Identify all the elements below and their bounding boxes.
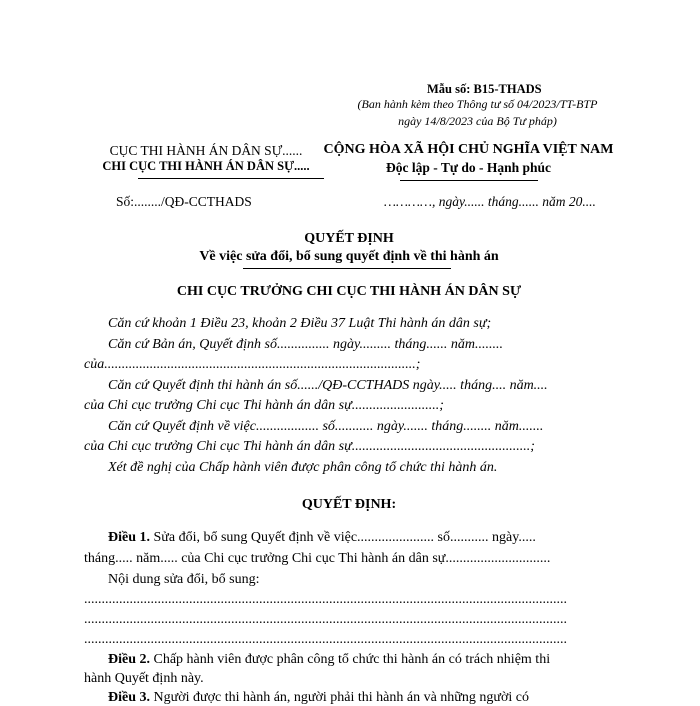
- article-2-line2: hành Quyết định này.: [84, 671, 204, 686]
- amendment-content-label: Nội dung sửa đổi, bổ sung:: [108, 572, 260, 587]
- issuing-authority: CHI CỤC TRƯỞNG CHI CỤC THI HÀNH ÁN DÂN SỰ: [176, 284, 522, 299]
- legal-basis-4-line2: của Chi cục trưởng Chi cục Thi hành án dân sự...................................................;: [84, 439, 535, 454]
- legal-basis-2-line2: của.........................................................................................;: [84, 357, 421, 372]
- legal-basis-2-line1: Căn cứ Bản án, Quyết định số............... ngày......... tháng...... năm........: [108, 337, 503, 352]
- subject-underline: [243, 268, 451, 269]
- content-blank-line-1: ..........................................................................................................................................: [84, 592, 567, 607]
- article-2-label: Điều 2.: [108, 652, 150, 667]
- article-1-line1: [108, 530, 620, 546]
- article-1-label: Điều 1.: [108, 530, 150, 545]
- legal-basis-1: Căn cứ khoản 1 Điều 23, khoản 2 Điều 37 Luật Thi hành án dân sự;: [108, 316, 492, 331]
- document-title: QUYẾT ĐỊNH: [304, 231, 394, 246]
- article-3-label: Điều 3.: [108, 690, 150, 705]
- document-subject: Về việc sửa đổi, bổ sung quyết định về thi hành án: [199, 249, 499, 264]
- parent-agency: CỤC THI HÀNH ÁN DÂN SỰ......: [109, 143, 303, 158]
- motto-underline: [400, 180, 538, 181]
- article-3-text: Người được thi hành án, người phải thi hành án và những người có: [150, 690, 529, 705]
- issuing-unit: CHI CỤC THI HÀNH ÁN DÂN SỰ.....: [102, 159, 310, 173]
- content-blank-line-3: ..........................................................................................................................................: [84, 632, 567, 647]
- article-2-text: Chấp hành viên được phân công tổ chức thi hành án có trách nhiệm thi: [150, 652, 551, 667]
- content-blank-line-2: ..........................................................................................................................................: [84, 612, 567, 627]
- legal-basis-3-line2: của Chi cục trưởng Chi cục Thi hành án dân sự.........................;: [84, 398, 444, 413]
- legal-basis-4-line1: Căn cứ Quyết định về việc.................. số........... ngày....... tháng........ năm.......: [108, 419, 544, 434]
- form-issuance-note: (Ban hành kèm theo Thông tư số 04/2023/TT-BTP: [357, 97, 598, 111]
- national-motto: Độc lập - Tự do - Hạnh phúc: [385, 160, 552, 175]
- agency-underline: [138, 178, 324, 179]
- legal-basis-5: Xét đề nghị của Chấp hành viên được phân công tổ chức thi hành án.: [108, 460, 498, 475]
- form-issuance-date-note: ngày 14/8/2023 của Bộ Tư pháp): [398, 114, 557, 128]
- form-code: Mẫu số: B15-THADS: [427, 82, 542, 96]
- article-1-text: Sửa đổi, bổ sung Quyết định về việc...................... số........... ngày.....: [150, 530, 536, 545]
- country-name: CỘNG HÒA XÃ HỘI CHỦ NGHĨA VIỆT NAM: [323, 142, 614, 157]
- decision-number: Số:......../QĐ-CCTHADS: [116, 194, 252, 209]
- legal-basis-3-line1: Căn cứ Quyết định thi hành án số....../QĐ-CCTHADS ngày..... tháng.... năm....: [108, 378, 548, 393]
- article-3-line1: [108, 690, 620, 706]
- decide-heading: QUYẾT ĐỊNH:: [301, 497, 397, 512]
- article-1-line2: tháng..... năm..... của Chi cục trưởng Chi cục Thi hành án dân sự..............................: [84, 551, 551, 566]
- place-date: …………, ngày...... tháng...... năm 20....: [384, 194, 596, 209]
- article-2-line1: [108, 652, 620, 668]
